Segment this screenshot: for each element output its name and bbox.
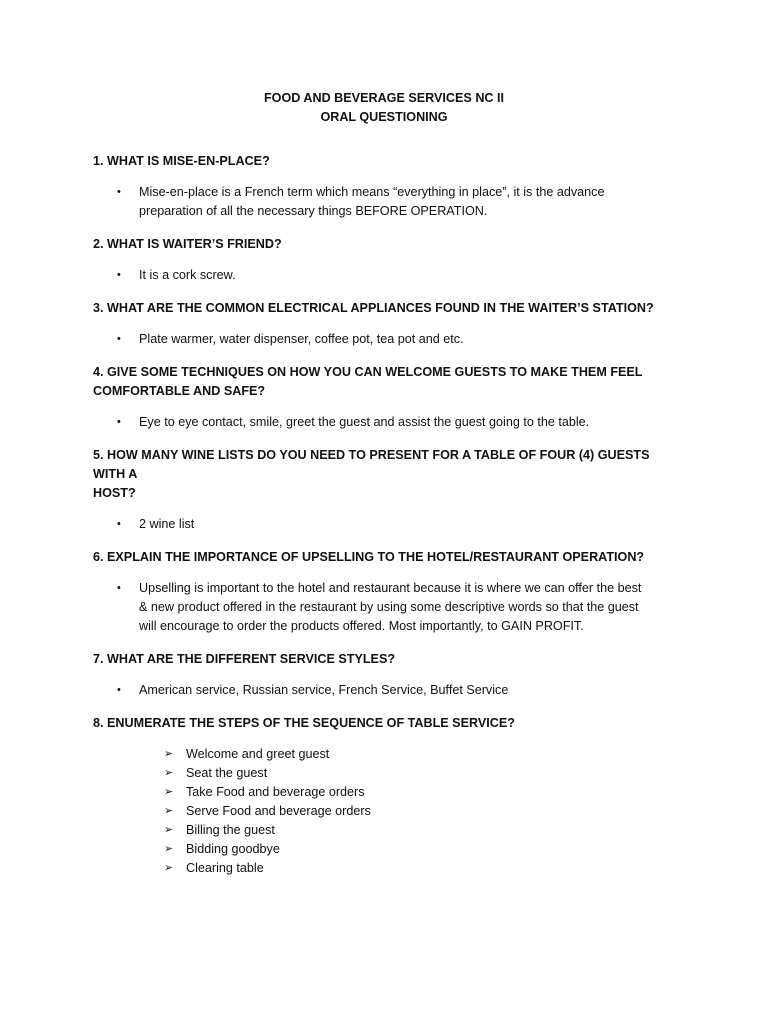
answer-3-text: Plate warmer, water dispenser, coffee pot, tea pot and etc. [139,332,464,346]
step-item [93,802,683,821]
answer-6 [93,579,683,636]
answer-list-7 [93,681,683,700]
question-4-line-2: COMFORTABLE AND SAFE? [93,384,266,398]
question-3: 3. WHAT ARE THE COMMON ELECTRICAL APPLIANCES FOUND IN THE WAITER’S STATION? [93,301,654,315]
arrow-bullet-icon: ➢ [164,748,174,760]
answer-1 [93,183,683,221]
answer-list-5 [93,515,683,534]
step-text: Seat the guest [186,766,268,780]
answer-4 [93,413,683,432]
arrow-bullet-icon: ➢ [164,805,174,817]
bullet-icon: • [117,333,121,345]
answer-list-4 [93,413,683,432]
step-item [93,840,683,859]
question-2: 2. WHAT IS WAITER’S FRIEND? [93,237,282,251]
bullet-icon: • [117,186,121,198]
bullet-icon: • [117,582,121,594]
arrow-bullet-icon: ➢ [164,843,174,855]
step-text: Bidding goodbye [186,842,280,856]
bullet-icon: • [117,518,121,530]
step-text: Serve Food and beverage orders [186,804,371,818]
answer-6-line-1: Upselling is important to the hotel and restaurant because it is where we can offer the best [139,581,642,595]
document-header [0,89,768,127]
answer-4-text: Eye to eye contact, smile, greet the guest and assist the guest going to the table. [139,415,590,429]
arrow-bullet-icon: ➢ [164,824,174,836]
answer-2 [93,266,683,285]
document-title: FOOD AND BEVERAGE SERVICES NC II [263,91,505,105]
step-text: Billing the guest [186,823,275,837]
document-subtitle: ORAL QUESTIONING [320,110,448,124]
answer-7-text: American service, Russian service, French Service, Buffet Service [139,683,509,697]
question-8: 8. ENUMERATE THE STEPS OF THE SEQUENCE OF TABLE SERVICE? [93,716,515,730]
question-4-line-1: 4. GIVE SOME TECHNIQUES ON HOW YOU CAN WELCOME GUESTS TO MAKE THEM FEEL [93,365,643,379]
answer-list-1 [93,183,683,221]
answer-list-3 [93,330,683,349]
step-item [93,745,683,764]
answer-5 [93,515,683,534]
steps-list [93,745,683,878]
answer-3 [93,330,683,349]
question-5 [93,446,683,503]
step-item [93,859,683,878]
answer-2-text: It is a cork screw. [139,268,236,282]
question-6: 6. EXPLAIN THE IMPORTANCE OF UPSELLING TO THE HOTEL/RESTAURANT OPERATION? [93,550,645,564]
question-5-line-2: HOST? [93,486,136,500]
step-item [93,783,683,802]
step-item [93,821,683,840]
answer-list-6 [93,579,683,636]
answer-1-line-2: preparation of all the necessary things BEFORE OPERATION. [139,204,488,218]
answer-list-2 [93,266,683,285]
question-5-line-1: 5. HOW MANY WINE LISTS DO YOU NEED TO PRESENT FOR A TABLE OF FOUR (4) GUESTS WITH A [93,448,650,481]
answer-1-line-1: Mise-en-place is a French term which means “everything in place”, it is the advance [139,185,605,199]
bullet-icon: • [117,269,121,281]
answer-6-line-2: & new product offered in the restaurant by using some descriptive words so that the guest [139,600,639,614]
bullet-icon: • [117,684,121,696]
bullet-icon: • [117,416,121,428]
question-1: 1. WHAT IS MISE-EN-PLACE? [93,154,270,168]
arrow-bullet-icon: ➢ [164,862,174,874]
step-text: Clearing table [186,861,264,875]
step-item [93,764,683,783]
step-text: Welcome and greet guest [186,747,330,761]
step-text: Take Food and beverage orders [186,785,365,799]
answer-6-line-3: will encourage to order the products offered. Most importantly, to GAIN PROFIT. [139,619,584,633]
arrow-bullet-icon: ➢ [164,767,174,779]
question-4 [93,363,683,401]
arrow-bullet-icon: ➢ [164,786,174,798]
question-7: 7. WHAT ARE THE DIFFERENT SERVICE STYLES? [93,652,396,666]
answer-7 [93,681,683,700]
answer-5-text: 2 wine list [139,517,195,531]
questions-section [93,152,683,878]
